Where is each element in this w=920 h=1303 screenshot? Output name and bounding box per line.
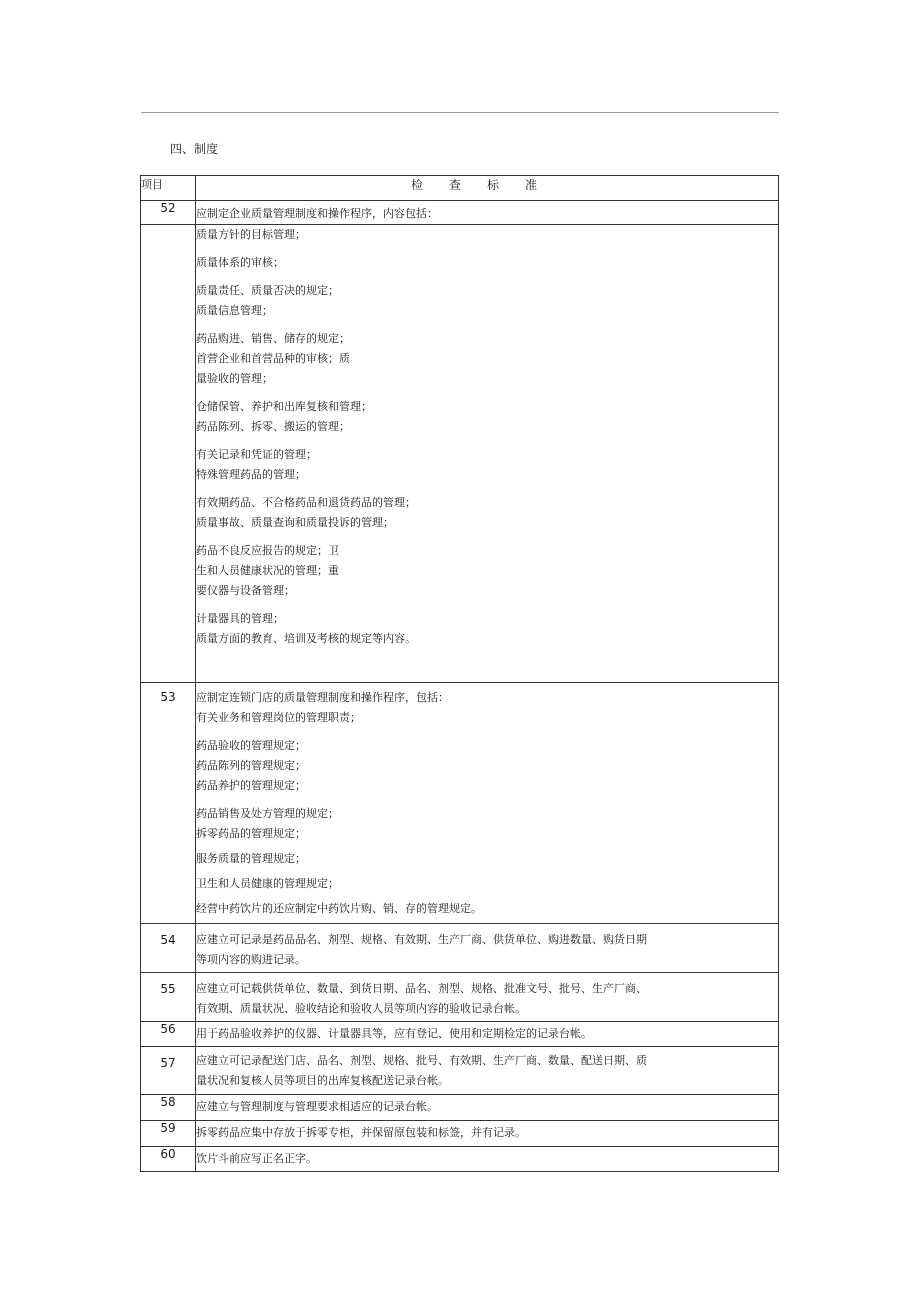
table-row [141, 1121, 779, 1147]
text-line: 仓储保管、养护和出库复核和管理； [196, 400, 372, 413]
table-row [141, 683, 779, 924]
row-number: 55 [141, 973, 196, 1022]
table-row [141, 225, 779, 683]
text-line: 有效期药品、不合格药品和退货药品的管理； [196, 496, 416, 509]
text-line: 量验收的管理； [196, 372, 273, 385]
text-line: 量状况和复核人员等项目的出库复核配送记录台帐。 [196, 1074, 449, 1087]
text-line: 经营中药饮片的还应制定中药饮片购、销、存的管理规定。 [196, 902, 482, 915]
row-text [196, 924, 779, 973]
table-row [141, 201, 779, 225]
table-header-row [141, 176, 779, 201]
text-line: 要仪器与设备管理； [196, 584, 295, 597]
section-title: 四、制度 [170, 142, 219, 156]
text-line: 卫生和人员健康的管理规定； [196, 877, 339, 890]
table-row [141, 924, 779, 973]
text-line: 质量体系的审核； [196, 256, 284, 269]
text-line: 拆零药品应集中存放于拆零专柜，并保留原包装和标签，并有记录。 [196, 1126, 526, 1139]
table-row [141, 1147, 779, 1172]
text-line: 质量责任、质量否决的规定； [196, 284, 339, 297]
row-text [196, 1095, 779, 1121]
text-line: 应建立可记载供货单位、数量、到货日期、品名、剂型、规格、批准文号、批号、生产厂商、 [196, 982, 647, 995]
text-line: 特殊管理药品的管理； [196, 468, 306, 481]
text-line: 应建立可记录是药品品名、剂型、规格、有效期、生产厂商、供货单位、购进数量、购货日期 [196, 933, 647, 946]
text-line: 质量方针的目标管理； [196, 228, 306, 241]
row-number: 60 [141, 1147, 196, 1172]
text-line: 应建立与管理制度与管理要求相适应的记录台帐。 [196, 1100, 438, 1113]
text-line: 拆零药品的管理规定； [196, 827, 306, 840]
text-line: 药品不良反应报告的规定；卫 [196, 544, 339, 557]
table-row [141, 973, 779, 1022]
row-number [141, 225, 196, 683]
standards-table [140, 175, 779, 1172]
text-line: 计量器具的管理； [196, 612, 284, 625]
row-text [196, 201, 779, 225]
row-text [196, 1022, 779, 1047]
text-line: 药品验收的管理规定； [196, 739, 306, 752]
text-line: 质量事故、质量查询和质量投诉的管理； [196, 516, 394, 529]
table-row [141, 1047, 779, 1095]
row-text [196, 1121, 779, 1147]
text-line: 饮片斗前应写正名正字。 [196, 1152, 317, 1165]
text-line: 等项内容的购进记录。 [196, 953, 306, 966]
text-line: 药品陈列、拆零、搬运的管理； [196, 420, 350, 433]
text-line: 药品销售及处方管理的规定； [196, 807, 339, 820]
table-row [141, 1022, 779, 1047]
row-text [196, 1147, 779, 1172]
text-line: 药品养护的管理规定； [196, 779, 306, 792]
text-line: 应建立可记录配送门店、品名、剂型、规格、批号、有效期、生产厂商、数量、配送日期、质 [196, 1054, 647, 1067]
text-line: 有效期、质量状况、验收结论和验收人员等项内容的验收记录台帐。 [196, 1002, 526, 1015]
row-text [196, 683, 779, 924]
text-line: 质量方面的教育、培训及考核的规定等内容。 [196, 632, 416, 645]
text-line: 有关业务和管理岗位的管理职责； [196, 711, 361, 724]
text-line: 服务质量的管理规定； [196, 852, 306, 865]
row-number: 53 [141, 683, 196, 924]
text-line: 药品陈列的管理规定； [196, 759, 306, 772]
row-number: 56 [141, 1022, 196, 1047]
text-line: 生和人员健康状况的管理；重 [196, 564, 339, 577]
row-number: 52 [141, 201, 196, 225]
table-row [141, 1095, 779, 1121]
row-text [196, 225, 779, 683]
text-line: 用于药品验收养护的仪器、计量器具等，应有登记、使用和定期检定的记录台帐。 [196, 1027, 592, 1040]
row-number: 57 [141, 1047, 196, 1095]
text-line: 应制定连锁门店的质量管理制度和操作程序，包括： [196, 691, 449, 704]
header-item: 项目 [141, 176, 196, 201]
text-line: 应制定企业质量管理制度和操作程序，内容包括： [196, 207, 438, 220]
row-text [196, 1047, 779, 1095]
row-number: 58 [141, 1095, 196, 1121]
header-standard: 检查标准 [196, 176, 779, 201]
row-text [196, 973, 779, 1022]
row-number: 59 [141, 1121, 196, 1147]
text-line: 有关记录和凭证的管理； [196, 448, 317, 461]
text-line: 质量信息管理； [196, 304, 273, 317]
row-number: 54 [141, 924, 196, 973]
top-rule [141, 112, 779, 113]
text-line: 药品购进、销售、储存的规定； [196, 332, 350, 345]
text-line: 首营企业和首营品种的审核；质 [196, 352, 350, 365]
